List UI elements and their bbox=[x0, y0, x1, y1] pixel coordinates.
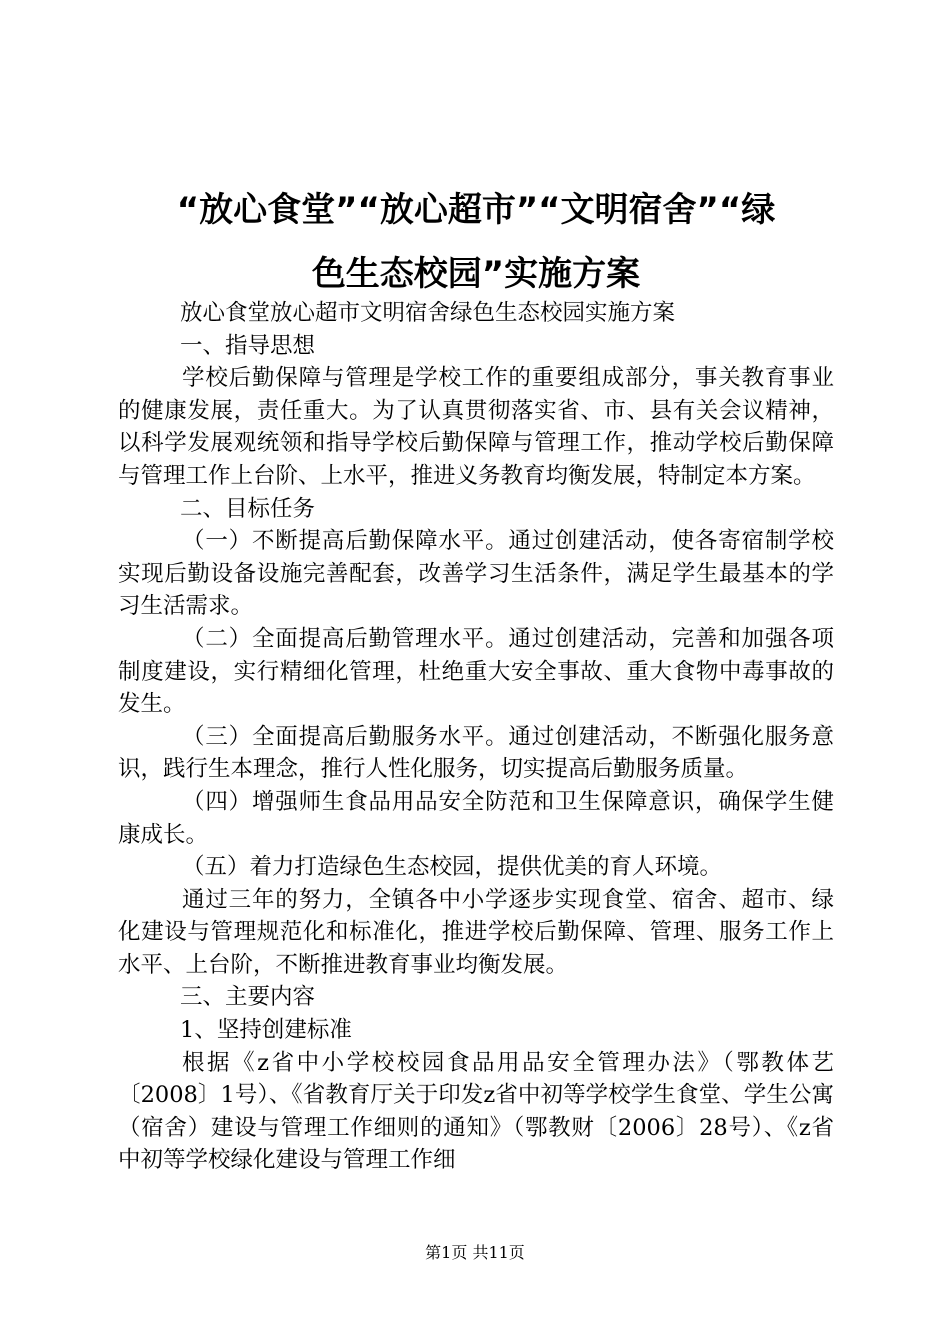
title-line-1: “放心食堂”“放心超市”“文明宿舍”“绿 bbox=[176, 190, 776, 230]
subsection-heading-1: 1、坚持创建标准 bbox=[180, 1017, 352, 1044]
paragraph-goal-5: （五）着力打造绿色生态校园，提供优美的育人环境。 bbox=[182, 854, 723, 881]
page-footer: 第1页 共11页 bbox=[425, 1243, 525, 1262]
section-heading-2: 二、目标任务 bbox=[180, 495, 316, 522]
section-heading-3: 三、主要内容 bbox=[180, 984, 316, 1011]
document-body bbox=[118, 297, 834, 1177]
document-title bbox=[120, 178, 832, 306]
paragraph-guiding-thought: 学校后勤保障与管理是学校工作的重要组成部分，事关教育事业的健康发展，责任重大。为了认真贯彻落实省、市、县有关会议精神，以科学发展观统领和指导学校后勤保障与管理工作，推动学校后勤保障与管理工作上台阶、上水平，推进义务教育均衡发展，特制定本方案。 bbox=[118, 365, 834, 489]
subtitle-line: 放心食堂放心超市文明宿舍绿色生态校园实施方案 bbox=[180, 300, 676, 326]
paragraph-goal-3: （三）全面提高后勤服务水平。通过创建活动，不断强化服务意识，践行生本理念，推行人性化服务，切实提高后勤服务质量。 bbox=[118, 723, 834, 783]
paragraph-three-year-goal: 通过三年的努力，全镇各中小学逐步实现食堂、宿舍、超市、绿化建设与管理规范化和标准化，推进学校后勤保障、管理、服务工作上水平、上台阶，不断推进教育事业均衡发展。 bbox=[118, 886, 834, 978]
paragraph-standards: 根据《z省中小学校校园食品用品安全管理办法》（鄂教体艺〔2008〕1号）、《省教育厅关于印发z省中初等学校学生食堂、学生公寓（宿舍）建设与管理工作细则的通知》（鄂教财〔2006〕28号）、《z省中初等学校绿化建设与管理工作细 bbox=[118, 1049, 834, 1174]
paragraph-goal-4: （四）增强师生食品用品安全防范和卫生保障意识，确保学生健康成长。 bbox=[118, 788, 834, 848]
paragraph-goal-1: （一）不断提高后勤保障水平。通过创建活动，使各寄宿制学校实现后勤设备设施完善配套，改善学习生活条件，满足学生最基本的学习生活需求。 bbox=[118, 528, 834, 620]
title-line-2: 色生态校园”实施方案 bbox=[311, 254, 641, 294]
section-heading-1: 一、指导思想 bbox=[180, 332, 316, 359]
paragraph-goal-2: （二）全面提高后勤管理水平。通过创建活动，完善和加强各项制度建设，实行精细化管理，杜绝重大安全事故、重大食物中毒事故的发生。 bbox=[118, 625, 834, 718]
